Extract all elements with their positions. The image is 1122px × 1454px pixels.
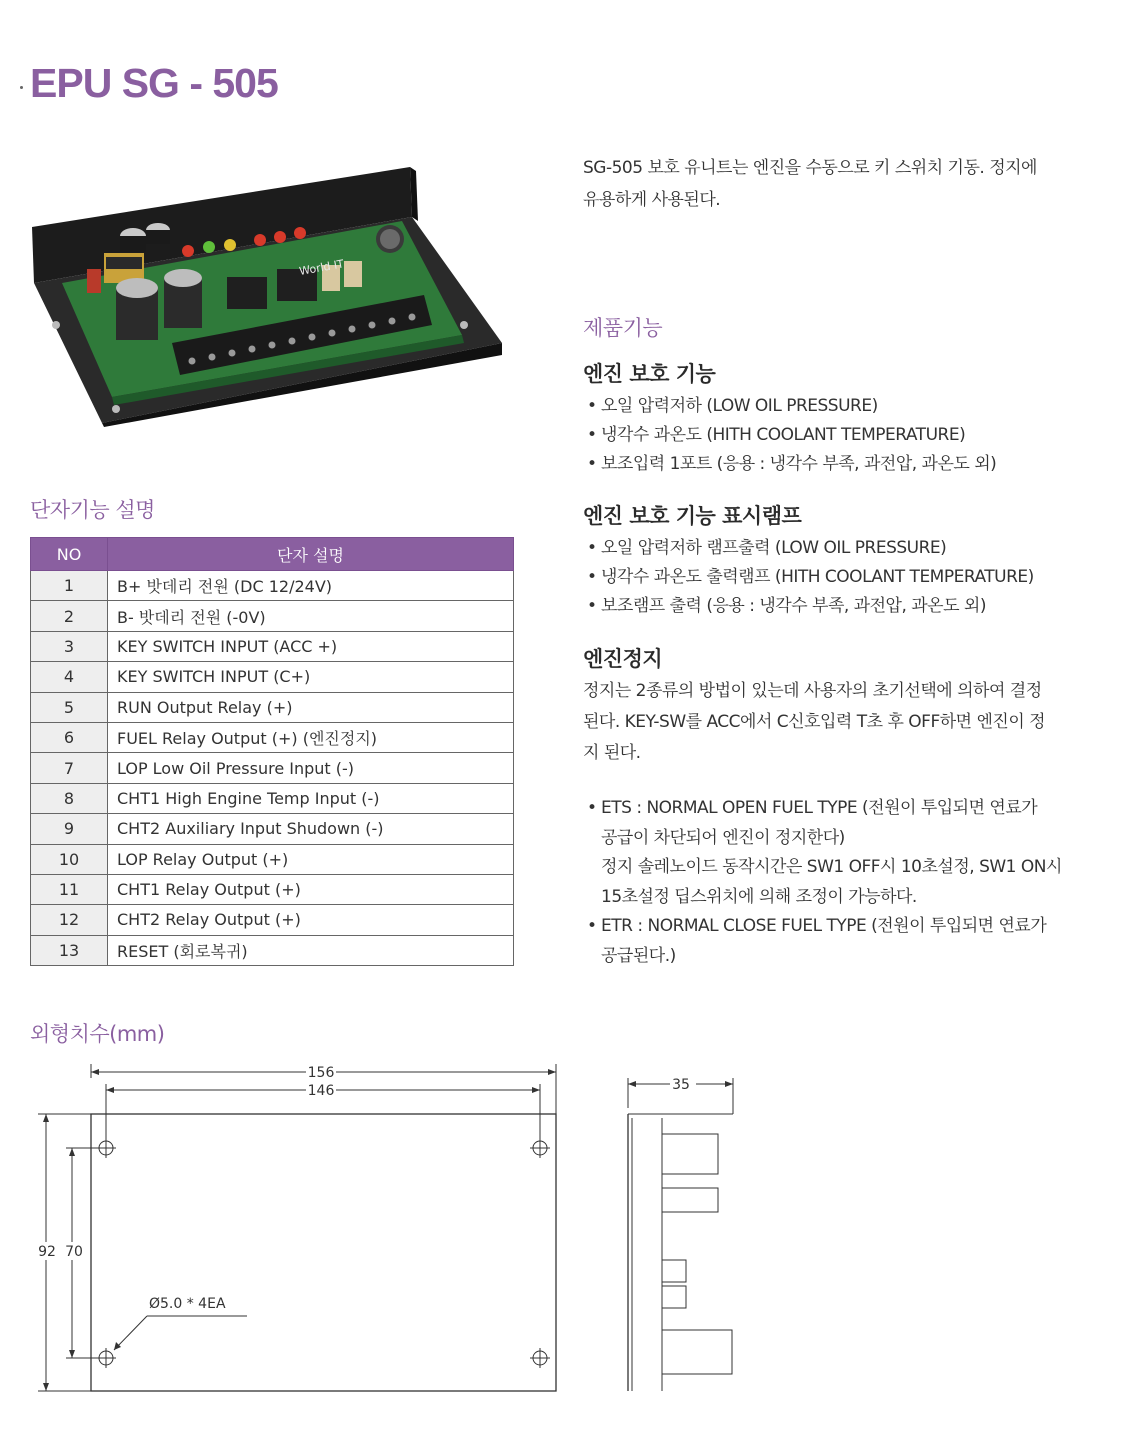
table-row [31,753,514,783]
row-desc: CHT2 Relay Output (+) [108,905,514,935]
terminal-table [30,537,514,966]
note-etr: • ETR : NORMAL CLOSE FUEL TYPE (전원이 투입되면 연료가 [585,912,1105,942]
intro-line-2: 유용하게 사용된다. [583,190,721,210]
table-row [31,662,514,692]
table-row [31,783,514,813]
table-row [31,844,514,874]
engine-stop-paragraph [583,676,1103,769]
column-header-desc: 단자 설명 [108,538,514,571]
dim-width-outer: 156 [307,1065,335,1081]
row-no: 6 [31,722,108,752]
row-no: 8 [31,783,108,813]
note-ets: • ETS : NORMAL OPEN FUEL TYPE (전원이 투입되면 연료가 [585,794,1105,824]
dimensions-heading: 외형치수(mm) [30,1022,165,1046]
row-no: 12 [31,905,108,935]
row-no: 3 [31,631,108,661]
row-desc: CHT2 Auxiliary Input Shudown (-) [108,814,514,844]
row-desc: RUN Output Relay (+) [108,692,514,722]
pcb-brand-label: World IT [298,257,345,278]
title-bullet-dot [20,86,23,89]
row-desc: FUEL Relay Output (+) (엔진정지) [108,722,514,752]
engine-stop-notes [585,794,1105,971]
dimension-drawing [30,1058,740,1398]
row-no: 10 [31,844,108,874]
row-desc: CHT1 High Engine Temp Input (-) [108,783,514,813]
column-header-no: NO [31,538,108,571]
table-row [31,874,514,904]
row-no: 9 [31,814,108,844]
engine-stop-heading: 엔진정지 [583,647,663,671]
note-line: 정지 솔레노이드 동작시간은 SW1 OFF시 10초설정, SW1 ON시 [601,857,1062,877]
row-desc: RESET (회로복귀) [108,935,514,965]
dim-height-inner: 70 [65,1244,83,1260]
list-item: • 냉각수 과온도 (HITH COOLANT TEMPERATURE) [585,421,1105,450]
paragraph-line: 된다. KEY-SW를 ACC에서 C신호입력 T초 후 OFF하면 엔진이 정 [583,712,1046,732]
list-item: • 냉각수 과온도 출력램프 (HITH COOLANT TEMPERATURE) [585,563,1105,592]
row-no: 7 [31,753,108,783]
intro-line-1: SG-505 보호 유니트는 엔진을 수동으로 키 스위치 기동. 정지에 [583,158,1037,178]
row-no: 4 [31,662,108,692]
dim-hole-spec: Ø5.0 * 4EA [149,1296,226,1312]
row-desc: LOP Low Oil Pressure Input (-) [108,753,514,783]
note-line: 공급된다.) [601,945,676,966]
row-desc: LOP Relay Output (+) [108,844,514,874]
dim-depth: 35 [672,1077,690,1093]
list-item: • 오일 압력저하 (LOW OIL PRESSURE) [585,392,1105,421]
list-item: • 보조입력 1포트 (응용 : 냉각수 부족, 과전압, 과온도 외) [585,450,1105,479]
row-no: 11 [31,874,108,904]
page-title: EPU SG - 505 [30,60,278,106]
intro-text [583,152,1103,216]
note-line: 15초설정 딥스위치에 의해 조정이 가능하다. [601,886,917,907]
row-no: 5 [31,692,108,722]
dim-height-outer: 92 [38,1244,56,1260]
table-row [31,692,514,722]
table-row [31,631,514,661]
features-heading: 제품기능 [583,316,663,340]
lamp-heading: 엔진 보호 기능 표시램프 [583,504,802,528]
product-photo [32,165,504,427]
table-row [31,814,514,844]
row-no: 13 [31,935,108,965]
row-desc: B- 밧데리 전원 (-0V) [108,601,514,631]
paragraph-line: 정지는 2종류의 방법이 있는데 사용자의 초기선택에 의하여 결정 [583,681,1042,701]
engine-protection-heading: 엔진 보호 기능 [583,362,716,386]
list-item: • 오일 압력저하 램프출력 (LOW OIL PRESSURE) [585,534,1105,563]
row-desc: B+ 밧데리 전원 (DC 12/24V) [108,571,514,601]
lamp-list [585,534,1105,621]
row-desc: KEY SWITCH INPUT (ACC +) [108,631,514,661]
row-no: 1 [31,571,108,601]
terminal-heading: 단자기능 설명 [30,498,155,522]
paragraph-line: 지 된다. [583,743,641,763]
table-row [31,935,514,965]
row-no: 2 [31,601,108,631]
engine-protection-list [585,392,1105,479]
row-desc: CHT1 Relay Output (+) [108,874,514,904]
note-line: 공급이 차단되어 엔진이 정지한다) [601,827,845,848]
table-header-row [31,538,514,571]
table-row [31,601,514,631]
row-desc: KEY SWITCH INPUT (C+) [108,662,514,692]
table-row [31,905,514,935]
list-item: • 보조램프 출력 (응용 : 냉각수 부족, 과전압, 과온도 외) [585,592,1105,621]
table-row [31,722,514,752]
table-row [31,571,514,601]
dim-width-inner: 146 [307,1083,335,1099]
